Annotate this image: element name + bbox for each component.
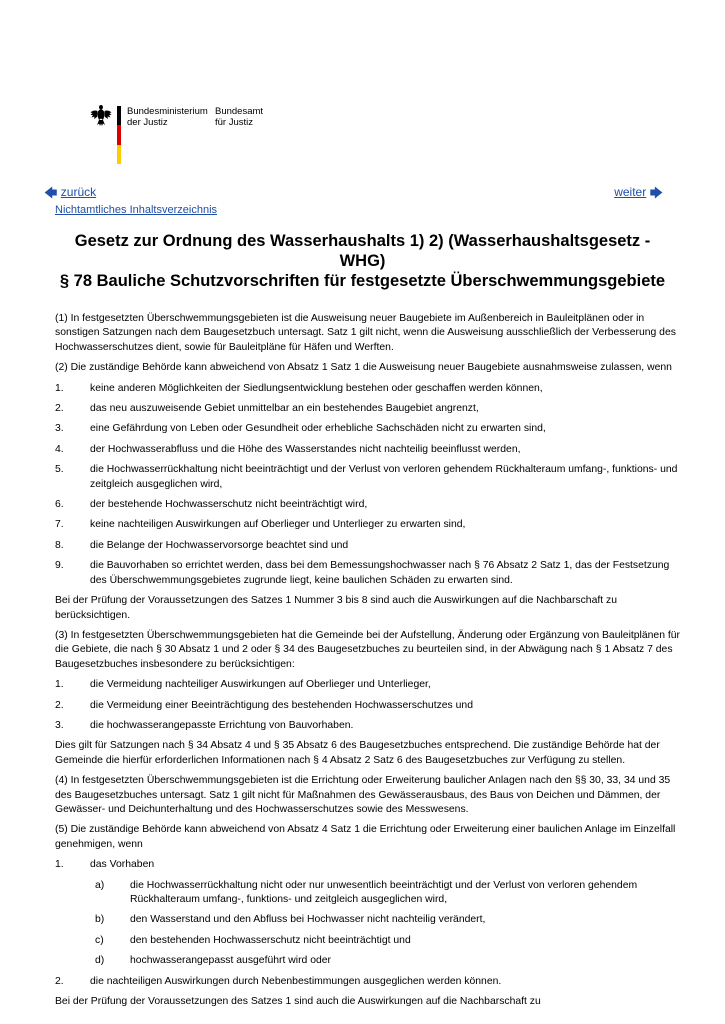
next-nav[interactable] bbox=[614, 184, 663, 206]
list-item bbox=[55, 518, 685, 532]
list-text: der bestehende Hochwasserschutz nicht beeinträchtigt wird, bbox=[90, 499, 368, 511]
paragraph-2-after: Bei der Prüfung der Voraussetzungen des Satzes 1 Nummer 3 bis 8 sind auch die Auswirkungen auf die Nachbarschaft zu berücksichtigen. bbox=[55, 595, 617, 621]
list-paragraph-2 bbox=[55, 382, 685, 588]
list-number: 1. bbox=[55, 679, 64, 691]
page-navigation bbox=[44, 184, 663, 202]
list-text: das neu auszuweisende Gebiet unmittelbar an ein bestehendes Baugebiet angrenzt, bbox=[90, 403, 479, 415]
section-title: § 78 Bauliche Schutzvorschriften für festgesetzte Überschwemmungsgebiete bbox=[59, 272, 666, 290]
next-link[interactable]: weiter bbox=[614, 185, 647, 199]
list-number: 5. bbox=[55, 464, 64, 476]
toc-link[interactable]: Nichtamtliches Inhaltsverzeichnis bbox=[55, 204, 218, 216]
list-item bbox=[55, 699, 685, 713]
list-number: 2. bbox=[55, 699, 64, 711]
office-line2: für Justiz bbox=[215, 117, 254, 128]
list-item bbox=[55, 402, 685, 416]
ministry-logo-text bbox=[127, 106, 208, 128]
list-number: 3. bbox=[55, 719, 64, 731]
list-item bbox=[55, 463, 685, 492]
list-number: 8. bbox=[55, 539, 64, 551]
list-text: den bestehenden Hochwasserschutz nicht beeinträchtigt und bbox=[130, 934, 411, 946]
list-text: die Hochwasserrückhaltung nicht beeinträchtigt und der Verlust von verloren gehendem Rückhalteraum umfang-, funktions- und zeitgleich ausgeglichen wird, bbox=[90, 464, 678, 490]
back-link[interactable]: zurück bbox=[60, 185, 97, 199]
list-text: die Vermeidung einer Beeinträchtigung des bestehenden Hochwasserschutzes und bbox=[90, 699, 473, 711]
paragraph-4: (4) In festgesetzten Überschwemmungsgebieten ist die Errichtung oder Erweiterung baulicher Anlagen nach den §§ 30, 33, 34 und 35 des Baugesetzbuches untersagt. Satz 1 gilt nicht für Maßnahmen des Gewässerausbaus, des Baus von Deichen und Dämmen, der Gewässer- und Deichunterhaltung und des Hochwasserschutzes sowie des Messwesens. bbox=[55, 775, 671, 815]
list-item bbox=[55, 539, 685, 553]
list-item bbox=[55, 498, 685, 512]
list-text: das Vorhaben bbox=[90, 859, 155, 871]
paragraph-2: (2) Die zuständige Behörde kann abweichend von Absatz 1 Satz 1 die Ausweisung neuer Baugebiete ausnahmsweise zulassen, wenn bbox=[55, 362, 672, 374]
list-item bbox=[55, 382, 685, 396]
list-item bbox=[55, 975, 685, 989]
paragraph-3-after: Dies gilt für Satzungen nach § 34 Absatz 4 und § 35 Absatz 6 des Baugesetzbuches entsprechend. Die zuständige Behörde hat der Gemeinde die hierfür erforderlichen Informationen nach § 4 Absatz 2 Satz 6 des Baugesetzbuches zur Verfügung zu stellen. bbox=[55, 740, 660, 766]
list-number: c) bbox=[95, 934, 104, 946]
list-text: die Hochwasserrückhaltung nicht oder nur unwesentlich beeinträchtigt und der Verlust von verloren gehendem Rückhalteraum umfang-, funktions- und zeitgleich ausgeglichen wird, bbox=[130, 879, 638, 905]
list-number: 7. bbox=[55, 519, 64, 531]
list-number: 1. bbox=[55, 382, 64, 394]
list-item bbox=[55, 443, 685, 457]
law-title: Gesetz zur Ordnung des Wasserhaushalts 1) 2) (Wasserhaushaltsgesetz - WHG) bbox=[74, 232, 651, 270]
ministry-line1: Bundesministerium bbox=[127, 106, 208, 117]
paragraph-5-after: Bei der Prüfung der Voraussetzungen des Satzes 1 sind auch die Auswirkungen auf die Nachbarschaft zu bbox=[55, 996, 541, 1008]
ministry-line2: der Justiz bbox=[127, 117, 168, 128]
list-item bbox=[55, 422, 685, 436]
list-number: 6. bbox=[55, 499, 64, 511]
list-number: 3. bbox=[55, 423, 64, 435]
list-paragraph-3 bbox=[55, 678, 685, 733]
list-item bbox=[55, 559, 685, 588]
sublist-paragraph-5 bbox=[55, 879, 685, 969]
list-item bbox=[55, 934, 685, 948]
list-text: keine nachteiligen Auswirkungen auf Oberlieger und Unterlieger zu erwarten sind, bbox=[90, 519, 466, 531]
list-text: der Hochwasserabfluss und die Höhe des Wasserstandes nicht nachteilig beeinflusst werden, bbox=[90, 443, 521, 455]
list-text: eine Gefährdung von Leben oder Gesundheit oder erhebliche Sachschäden nicht zu erwarten sind, bbox=[90, 423, 546, 435]
list-number: 1. bbox=[55, 859, 64, 871]
list-item bbox=[55, 858, 685, 872]
list-number: 2. bbox=[55, 403, 64, 415]
paragraph-3: (3) In festgesetzten Überschwemmungsgebieten hat die Gemeinde bei der Aufstellung, Änderung oder Ergänzung von Bauleitplänen für die Gebiete, die nach § 30 Absatz 1 und 2 oder § 34 des Baugesetzbuches zu beurteilen sind, in der Abwägung nach § 1 Absatz 7 des Baugesetzbuches insbesondere zu berücksichtigen: bbox=[55, 629, 680, 670]
list-text: die hochwasserangepasste Errichtung von Bauvorhaben. bbox=[90, 719, 354, 731]
paragraph-5: (5) Die zuständige Behörde kann abweichend von Absatz 4 Satz 1 die Errichtung oder Erweiterung einer baulichen Anlage im Einzelfall genehmigen, wenn bbox=[55, 824, 676, 850]
list-text: die Vermeidung nachteiliger Auswirkungen auf Oberlieger und Unterlieger, bbox=[90, 679, 431, 691]
office-logo-text bbox=[215, 106, 263, 128]
german-flag-bar bbox=[117, 106, 121, 164]
list-text: hochwasserangepasst ausgeführt wird oder bbox=[130, 955, 332, 967]
law-text bbox=[55, 312, 685, 1015]
federal-eagle-icon bbox=[90, 104, 112, 128]
list-text: keine anderen Möglichkeiten der Siedlungsentwicklung bestehen oder geschaffen werden können, bbox=[90, 382, 543, 394]
paragraph-1: (1) In festgesetzten Überschwemmungsgebieten ist die Ausweisung neuer Baugebiete im Außenbereich in Bauleitplänen oder in sonstigen Satzungen nach dem Baugesetzbuch untersagt. Satz 1 gilt nicht, wenn die Ausweisung ausschließlich der Verbesserung des Hochwasserschutzes dient, sowie für Bauleitpläne für Häfen und Werften. bbox=[55, 313, 676, 353]
back-nav[interactable] bbox=[44, 184, 96, 206]
list-number: 2. bbox=[55, 975, 64, 987]
list-number: b) bbox=[95, 914, 105, 926]
list-text: den Wasserstand und den Abfluss bei Hochwasser nicht nachteilig verändert, bbox=[130, 914, 486, 926]
page-title bbox=[50, 231, 675, 291]
list-number: a) bbox=[95, 879, 105, 891]
list-text: die nachteiligen Auswirkungen durch Nebenbestimmungen ausgeglichen werden können. bbox=[90, 975, 502, 987]
list-item bbox=[55, 913, 685, 927]
list-number: 4. bbox=[55, 443, 64, 455]
list-text: die Belange der Hochwasservorsorge beachtet sind und bbox=[90, 539, 349, 551]
list-item bbox=[55, 954, 685, 968]
list-item bbox=[55, 879, 685, 908]
arrow-right-icon[interactable]: 🡆 bbox=[649, 185, 663, 200]
office-line1: Bundesamt bbox=[215, 106, 264, 117]
list-item bbox=[55, 719, 685, 733]
list-item bbox=[55, 678, 685, 692]
list-number: d) bbox=[95, 955, 105, 967]
list-number: 9. bbox=[55, 560, 64, 572]
arrow-left-icon[interactable]: 🡄 bbox=[44, 185, 58, 200]
list-text: die Bauvorhaben so errichtet werden, dass bei dem Bemessungshochwasser nach § 76 Absatz 2 Satz 1, das der Festsetzung des Überschwemmungsgebietes zugrunde liegt, keine baulichen Schäden zu erwarten sind. bbox=[90, 560, 670, 586]
